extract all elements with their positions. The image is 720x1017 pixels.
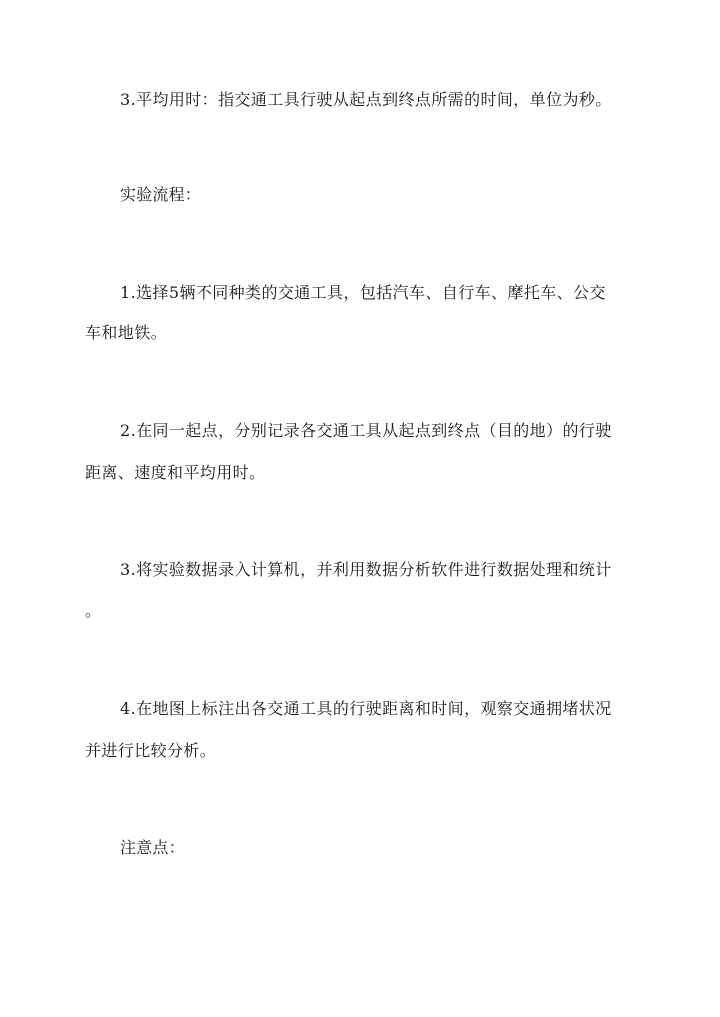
step1-line2: 车和地铁。 (85, 323, 168, 342)
step2-line2: 距离、速度和平均用时。 (85, 463, 266, 482)
step4-line2: 并进行比较分析。 (85, 741, 217, 760)
step3-line1: 3.将实验数据录入计算机，并利用数据分析软件进行数据处理和统计 (120, 560, 612, 579)
paragraph-average-time: 3.平均用时：指交通工具行驶从起点到终点所需的时间，单位为秒。 (120, 90, 612, 109)
step1-line1: 1.选择5辆不同种类的交通工具，包括汽车、自行车、摩托车、公交 (120, 283, 606, 302)
step2-line1: 2.在同一起点，分别记录各交通工具从起点到终点（目的地）的行驶 (120, 421, 612, 440)
step3-line2: 。 (85, 601, 102, 620)
notes-heading: 注意点： (120, 838, 185, 857)
step4-line1: 4.在地图上标注出各交通工具的行驶距离和时间，观察交通拥堵状况 (120, 699, 612, 718)
process-heading: 实验流程： (120, 185, 202, 204)
